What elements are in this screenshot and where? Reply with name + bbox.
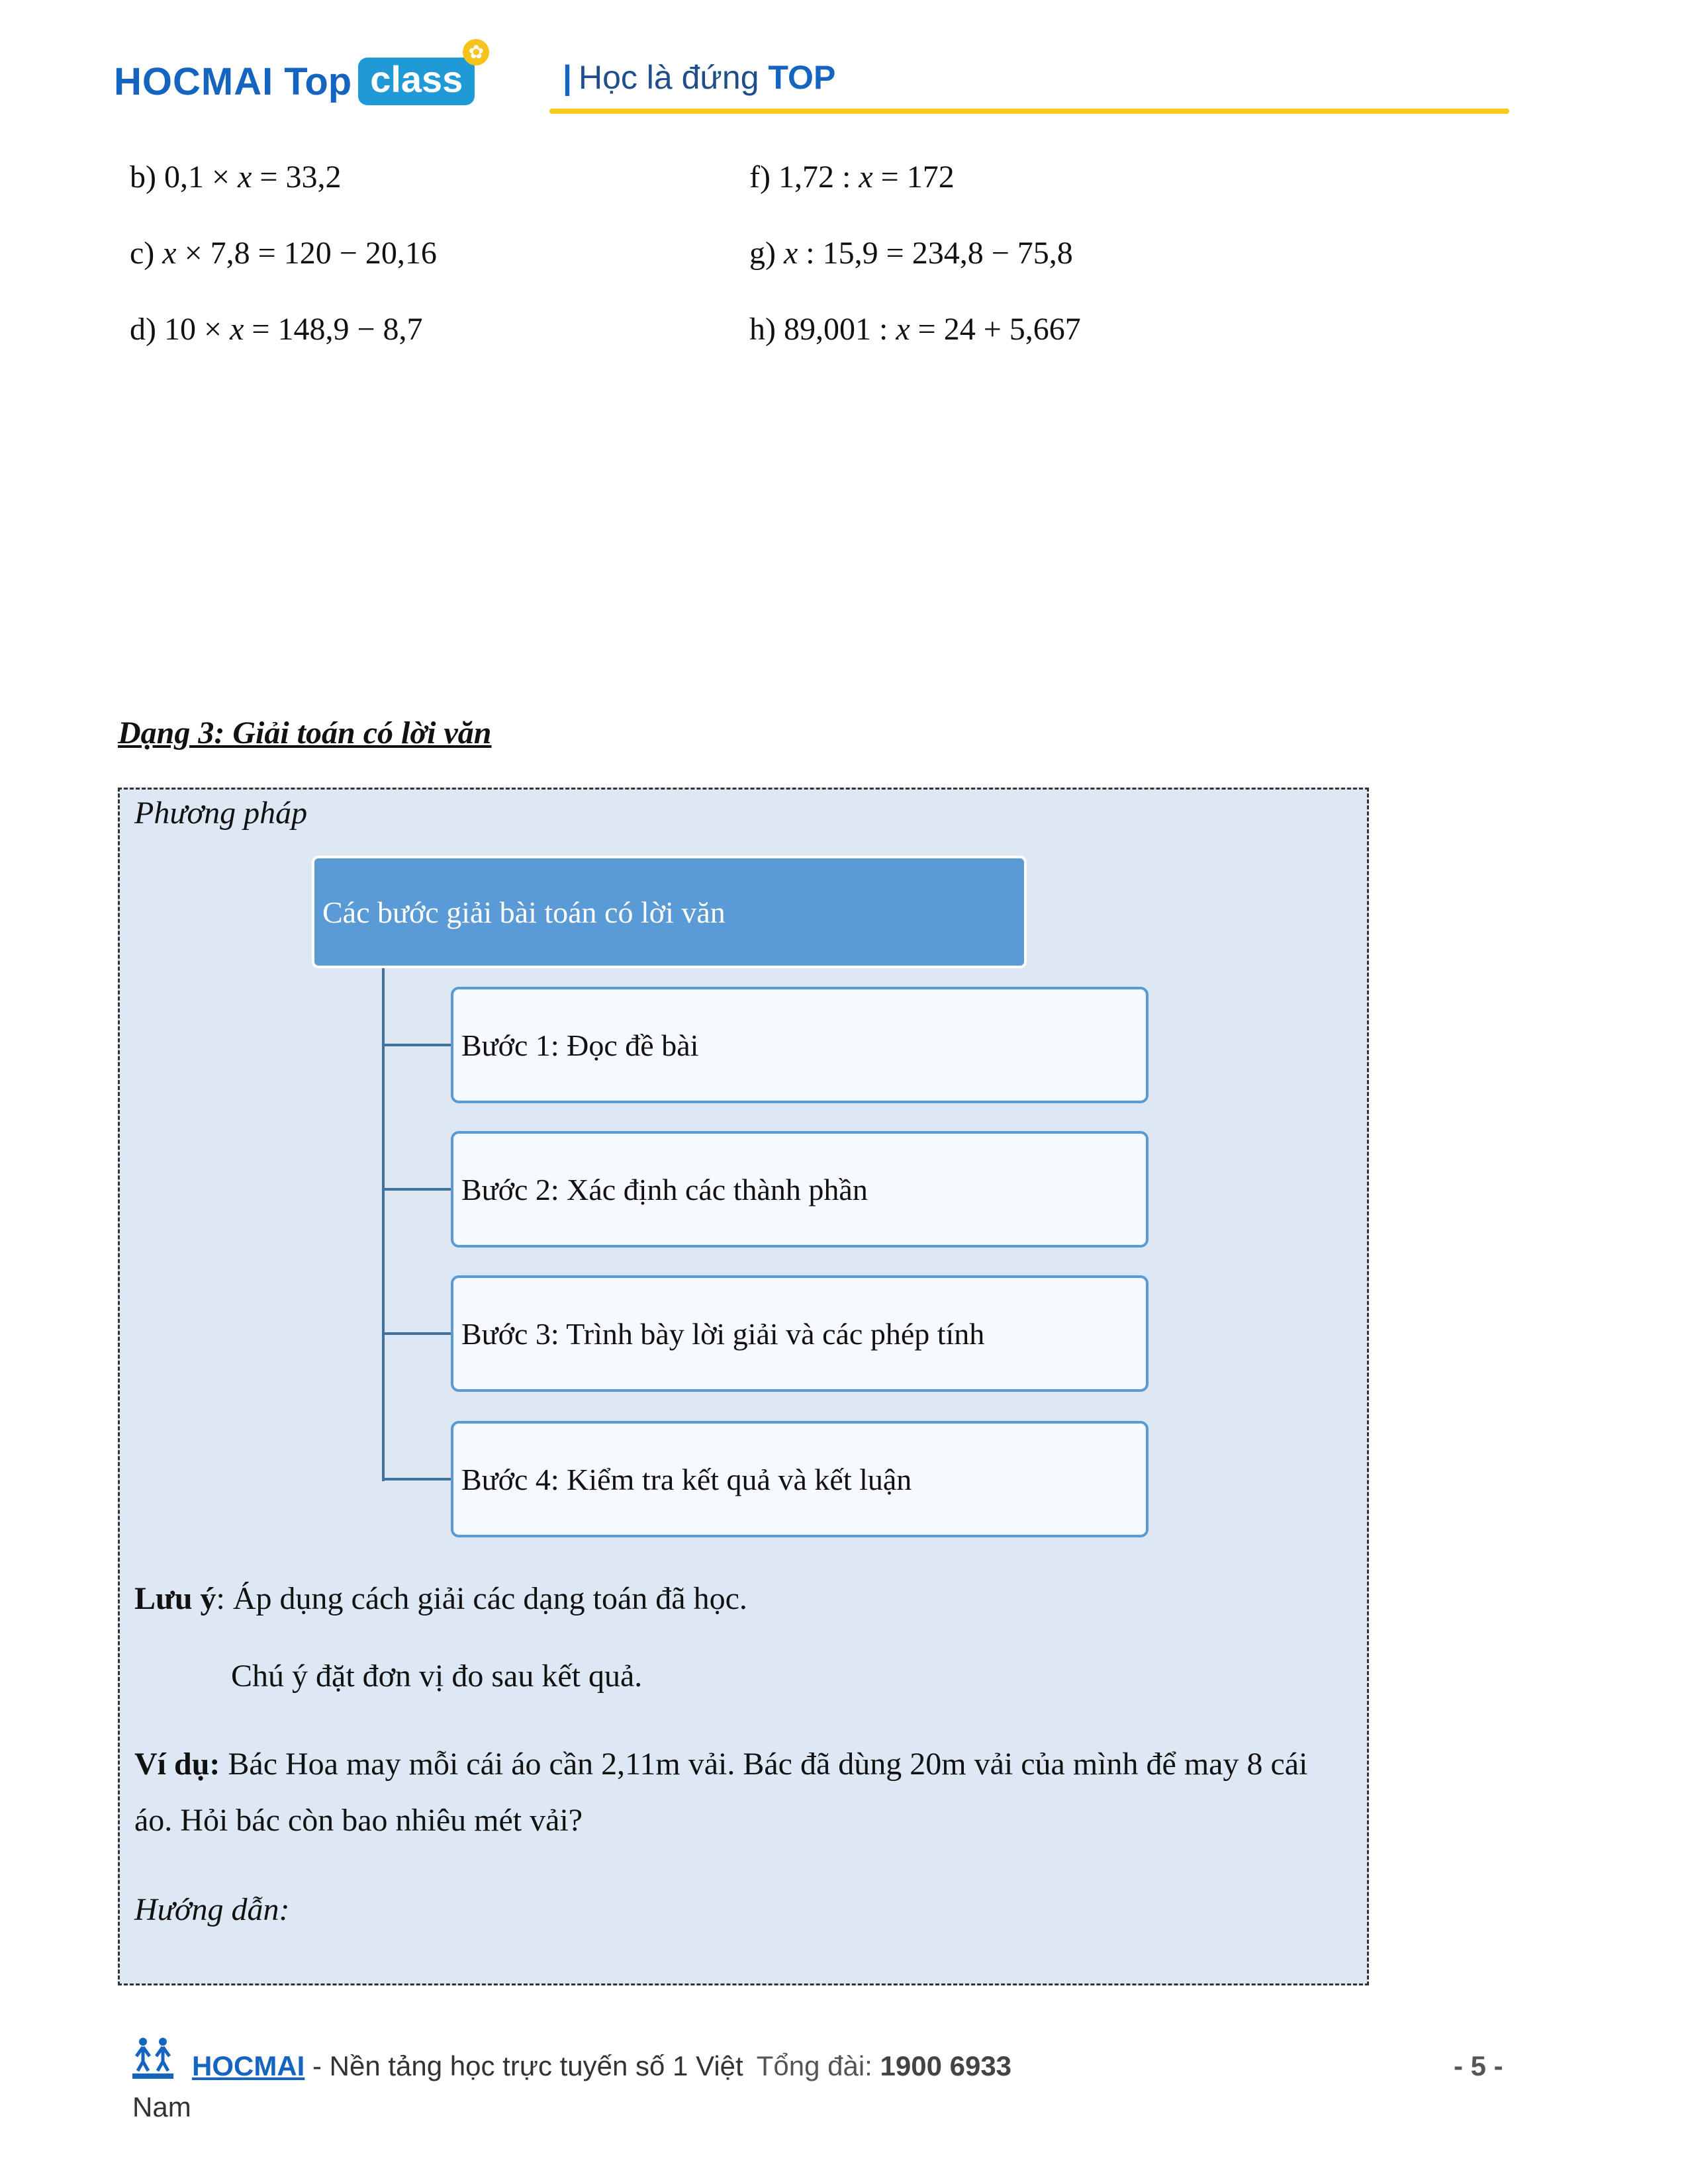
logo-top-text: Top: [284, 60, 352, 103]
method-label: Phương pháp: [134, 796, 308, 831]
footer-hotline: 1900 6933: [880, 2050, 1012, 2081]
tree-connector-4: [382, 1478, 451, 1480]
star-icon: ✿: [463, 39, 489, 66]
main-step-box: [312, 856, 1027, 968]
logo-class-text: class: [370, 58, 463, 100]
note-line-2: Chú ý đặt đơn vị đo sau kết quả.: [231, 1659, 643, 1694]
method-box: [118, 788, 1369, 1985]
section-title: Dạng 3: Giải toán có lời văn: [118, 715, 492, 751]
footer-nam: Nam: [132, 2091, 191, 2122]
page-number: - 5 -: [1454, 2050, 1503, 2081]
note-label: Lưu ý: [134, 1581, 216, 1616]
header-underline: [549, 109, 1509, 114]
step-text-3: Bước 3: Trình bày lời giải và các phép tính: [461, 1316, 985, 1351]
exercise-d: d) 10 × x = 148,9 − 8,7: [130, 312, 423, 347]
footer-hotline-label: Tổng đài:: [756, 2050, 880, 2081]
example-label: Ví dụ:: [134, 1747, 220, 1782]
main-step-text: Các bước giải bài toán có lời văn: [322, 895, 726, 929]
tree-connector-3: [382, 1332, 451, 1335]
footer-text: [192, 2050, 1011, 2082]
step-box-1: [451, 987, 1149, 1103]
header-tagline: [563, 58, 835, 97]
footer-separator: -: [305, 2050, 330, 2081]
guide-label: Hướng dẫn:: [134, 1892, 290, 1927]
note-text: : Áp dụng cách giải các dạng toán đã học.: [216, 1581, 747, 1616]
note-line-1: [134, 1580, 747, 1617]
example-line-1: [134, 1746, 1307, 1782]
example-text-1: Bác Hoa may mỗi cái áo cần 2,11m vải. Bác đã dùng 20m vải của mình để may 8 cái: [220, 1747, 1308, 1782]
exercise-c: c) x × 7,8 = 120 − 20,16: [130, 236, 437, 271]
footer-description: Nền tảng học trực tuyến số 1 Việt: [329, 2050, 743, 2081]
tagline-text: Học là đứng: [579, 59, 759, 96]
exercise-g: g) x : 15,9 = 234,8 − 75,8: [749, 236, 1073, 271]
exercise-f: f) 1,72 : x = 172: [749, 159, 955, 195]
step-text-1: Bước 1: Đọc đề bài: [461, 1028, 699, 1062]
step-box-2: [451, 1131, 1149, 1248]
logo-hocmai-text: HOCMAI: [114, 60, 274, 103]
footer-brand-link[interactable]: HOCMAI: [192, 2050, 305, 2081]
step-text-2: Bước 2: Xác định các thành phần: [461, 1172, 868, 1206]
tree-connector-2: [382, 1188, 451, 1191]
step-box-4: [451, 1421, 1149, 1537]
tagline-bar: |: [563, 59, 572, 96]
logo-class-badge: [358, 42, 485, 105]
tree-connector-1: [382, 1044, 451, 1046]
step-box-3: [451, 1275, 1149, 1392]
tagline-top: TOP: [768, 59, 836, 96]
example-line-2: áo. Hỏi bác còn bao nhiêu mét vải?: [134, 1803, 583, 1838]
exercise-b: b) 0,1 × x = 33,2: [130, 159, 342, 195]
hocmai-topclass-logo: [114, 42, 485, 111]
hocmai-people-icon: [130, 2035, 176, 2081]
exercise-h: h) 89,001 : x = 24 + 5,667: [749, 312, 1081, 347]
step-text-4: Bước 4: Kiểm tra kết quả và kết luận: [461, 1462, 912, 1496]
